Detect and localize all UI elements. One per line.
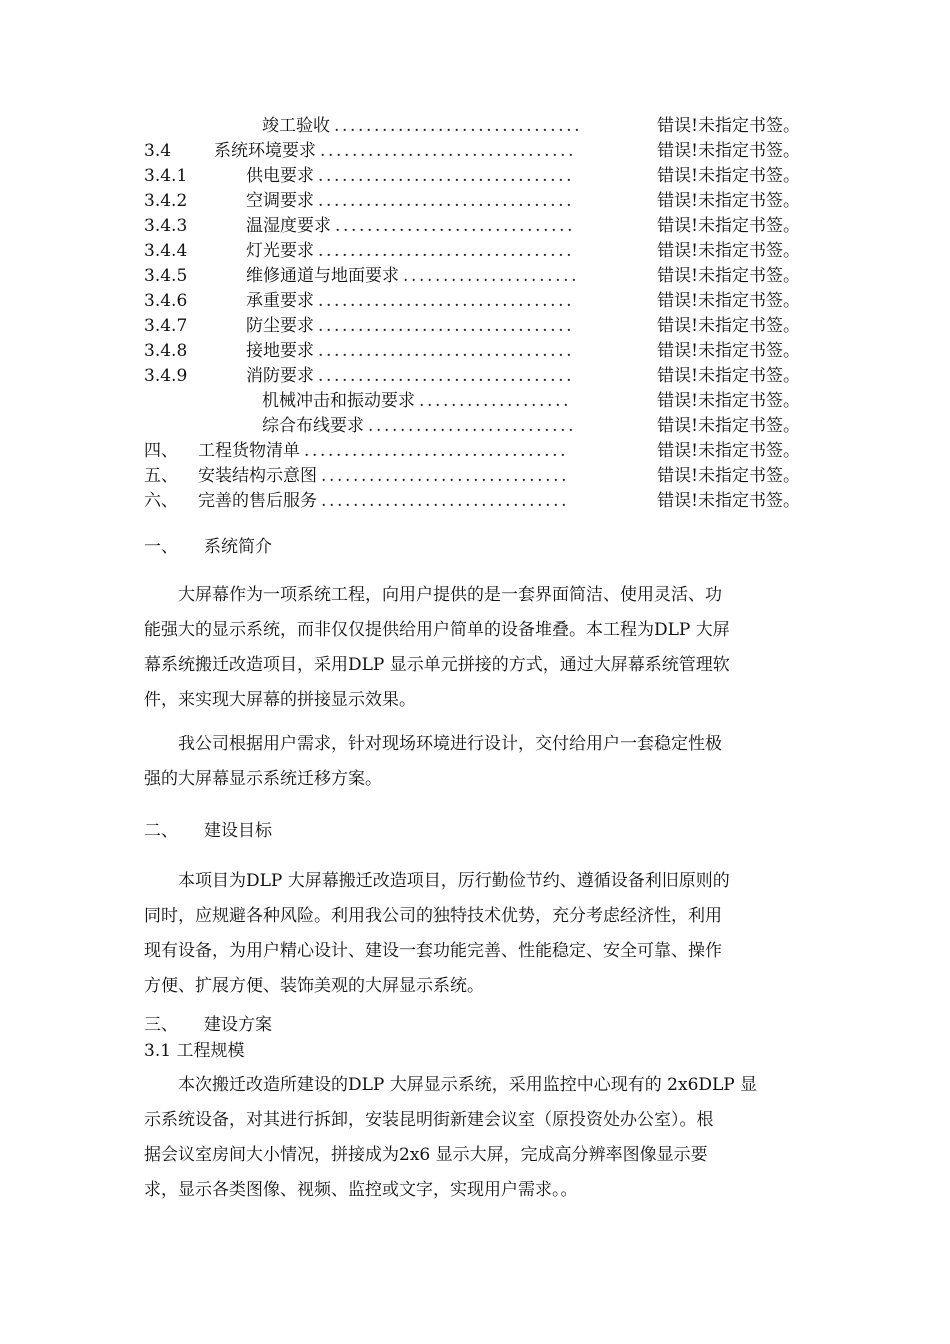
toc-leader-dots: ...................... [403, 266, 580, 286]
toc-page-ref: 错误!未指定书签。 [657, 191, 800, 211]
paragraph-line: 现有设备，为用户精心设计、建设一套功能完善、性能稳定、安全可靠、操作 [144, 941, 722, 961]
toc-entry-number: 3.4.1 [144, 166, 188, 186]
toc-entry[interactable] [144, 214, 800, 239]
toc-leader-dots: ............................... [334, 116, 583, 136]
toc-entry-title: 安装结构示意图 [198, 466, 317, 486]
toc-leader-dots: .............................. [335, 216, 576, 236]
toc-entry-title: 承重要求 [246, 291, 314, 311]
toc-page-ref: 错误!未指定书签。 [657, 316, 800, 336]
paragraph [144, 727, 800, 797]
toc-leader-dots: ................................ [318, 366, 575, 386]
toc-entry-title: 系统环境要求 [214, 141, 316, 161]
toc-page-ref: 错误!未指定书签。 [657, 391, 800, 411]
paragraph-line: 能强大的显示系统，而非仅仅提供给用户简单的设备堆叠。本工程为DLP 大屏 [144, 620, 730, 640]
toc-page-ref: 错误!未指定书签。 [657, 116, 800, 136]
toc-entry-number: 四、 [144, 441, 178, 461]
section-title: 建设目标 [204, 821, 272, 841]
toc-entry-number: 3.4 [144, 141, 172, 161]
toc-leader-dots: ................................ [318, 341, 575, 361]
toc-entry[interactable] [144, 464, 800, 489]
toc-page-ref: 错误!未指定书签。 [657, 141, 800, 161]
toc-entry-title: 竣工验收 [262, 116, 330, 136]
toc-leader-dots: ................................ [318, 241, 575, 261]
toc-entry[interactable] [144, 314, 800, 339]
toc-page-ref: 错误!未指定书签。 [657, 216, 800, 236]
toc-entry[interactable] [144, 139, 800, 164]
toc-leader-dots: ................................ [320, 141, 577, 161]
toc-entry-number: 3.4.9 [144, 366, 188, 386]
toc-page-ref: 错误!未指定书签。 [657, 491, 800, 511]
toc-leader-dots: ................................ [318, 316, 575, 336]
toc-entry[interactable] [144, 389, 800, 414]
toc-leader-dots: ................................ [318, 166, 575, 186]
section-number: 二、 [144, 821, 178, 841]
toc-page-ref: 错误!未指定书签。 [657, 366, 800, 386]
toc-entry-title: 维修通道与地面要求 [246, 266, 399, 286]
toc-entry-title: 接地要求 [246, 341, 314, 361]
paragraph-line: 本次搬迁改造所建设的DLP 大屏显示系统，采用监控中心现有的 2x6DLP 显 [178, 1075, 758, 1095]
paragraph-line: 求，显示各类图像、视频、监控或文字，实现用户需求。。 [144, 1180, 578, 1200]
section-title: 系统简介 [204, 537, 272, 557]
toc-entry[interactable] [144, 414, 800, 439]
toc-entry-number: 五、 [144, 466, 178, 486]
toc-page-ref: 错误!未指定书签。 [657, 416, 800, 436]
toc-entry[interactable] [144, 489, 800, 514]
toc-entry-title: 空调要求 [246, 191, 314, 211]
toc-entry-number: 六、 [144, 491, 178, 511]
toc-entry-number: 3.4.3 [144, 216, 188, 236]
paragraph-line: 示系统设备，对其进行拆卸，安装昆明街新建会议室（原投资处办公室）。根 [144, 1110, 714, 1130]
subsection-title: 3.1 工程规模 [144, 1041, 245, 1061]
section-number: 一、 [144, 537, 178, 557]
toc-leader-dots: ................................ [318, 191, 575, 211]
toc-entry[interactable] [144, 239, 800, 264]
paragraph [144, 1068, 800, 1208]
toc-entry[interactable] [144, 439, 800, 464]
toc-page-ref: 错误!未指定书签。 [657, 291, 800, 311]
paragraph-line: 我公司根据用户需求，针对现场环境进行设计，交付给用户一套稳定性极 [178, 734, 722, 754]
paragraph [144, 864, 800, 1004]
toc-page-ref: 错误!未指定书签。 [657, 241, 800, 261]
toc-entry[interactable] [144, 164, 800, 189]
toc-page-ref: 错误!未指定书签。 [657, 341, 800, 361]
toc-entry[interactable] [144, 114, 800, 139]
toc-entry-title: 完善的售后服务 [198, 491, 317, 511]
toc-entry-title: 供电要求 [246, 166, 314, 186]
paragraph-line: 据会议室房间大小情况，拼接成为2x6 显示大屏，完成高分辨率图像显示要 [144, 1145, 708, 1165]
section-title: 建设方案 [204, 1015, 272, 1035]
toc-entry-number: 3.4.5 [144, 266, 188, 286]
paragraph-line: 大屏幕作为一项系统工程，向用户提供的是一套界面简洁、使用灵活、功 [178, 585, 722, 605]
toc-entry-number: 3.4.6 [144, 291, 188, 311]
toc-page-ref: 错误!未指定书签。 [657, 166, 800, 186]
toc-leader-dots: ................................ [318, 291, 575, 311]
toc-entry-title: 防尘要求 [246, 316, 314, 336]
paragraph-line: 强的大屏幕显示系统迁移方案。 [144, 769, 382, 789]
toc-entry-number: 3.4.2 [144, 191, 188, 211]
toc-leader-dots: ................... [419, 391, 572, 411]
toc-entry-number: 3.4.7 [144, 316, 188, 336]
toc-entry-title: 工程货物清单 [198, 441, 300, 461]
table-of-contents [144, 114, 800, 514]
paragraph [144, 578, 800, 718]
toc-entry-number: 3.4.4 [144, 241, 188, 261]
toc-entry-number: 3.4.8 [144, 341, 188, 361]
toc-entry-title: 消防要求 [246, 366, 314, 386]
paragraph-line: 方便、扩展方便、装饰美观的大屏显示系统。 [144, 976, 484, 996]
toc-leader-dots: ............................... [321, 491, 570, 511]
toc-entry-title: 机械冲击和振动要求 [262, 391, 415, 411]
toc-entry-title: 温湿度要求 [246, 216, 331, 236]
toc-leader-dots: .......................... [368, 416, 577, 436]
toc-entry[interactable] [144, 189, 800, 214]
toc-entry-title: 灯光要求 [246, 241, 314, 261]
paragraph-line: 同时，应规避各种风险。利用我公司的独特技术优势，充分考虑经济性，利用 [144, 906, 722, 926]
toc-entry[interactable] [144, 339, 800, 364]
toc-leader-dots: ............................... [321, 466, 570, 486]
section-number: 三、 [144, 1015, 178, 1035]
toc-leader-dots: ................................. [304, 441, 569, 461]
toc-page-ref: 错误!未指定书签。 [657, 266, 800, 286]
toc-entry[interactable] [144, 264, 800, 289]
toc-entry[interactable] [144, 289, 800, 314]
toc-entry-title: 综合布线要求 [262, 416, 364, 436]
paragraph-line: 本项目为DLP 大屏幕搬迁改造项目，厉行勤俭节约、遵循设备利旧原则的 [178, 871, 730, 891]
paragraph-line: 幕系统搬迁改造项目，采用DLP 显示单元拼接的方式，通过大屏幕系统管理软 [144, 655, 730, 675]
toc-page-ref: 错误!未指定书签。 [657, 441, 800, 461]
toc-entry[interactable] [144, 364, 800, 389]
paragraph-line: 件，来实现大屏幕的拼接显示效果。 [144, 690, 416, 710]
toc-page-ref: 错误!未指定书签。 [657, 466, 800, 486]
